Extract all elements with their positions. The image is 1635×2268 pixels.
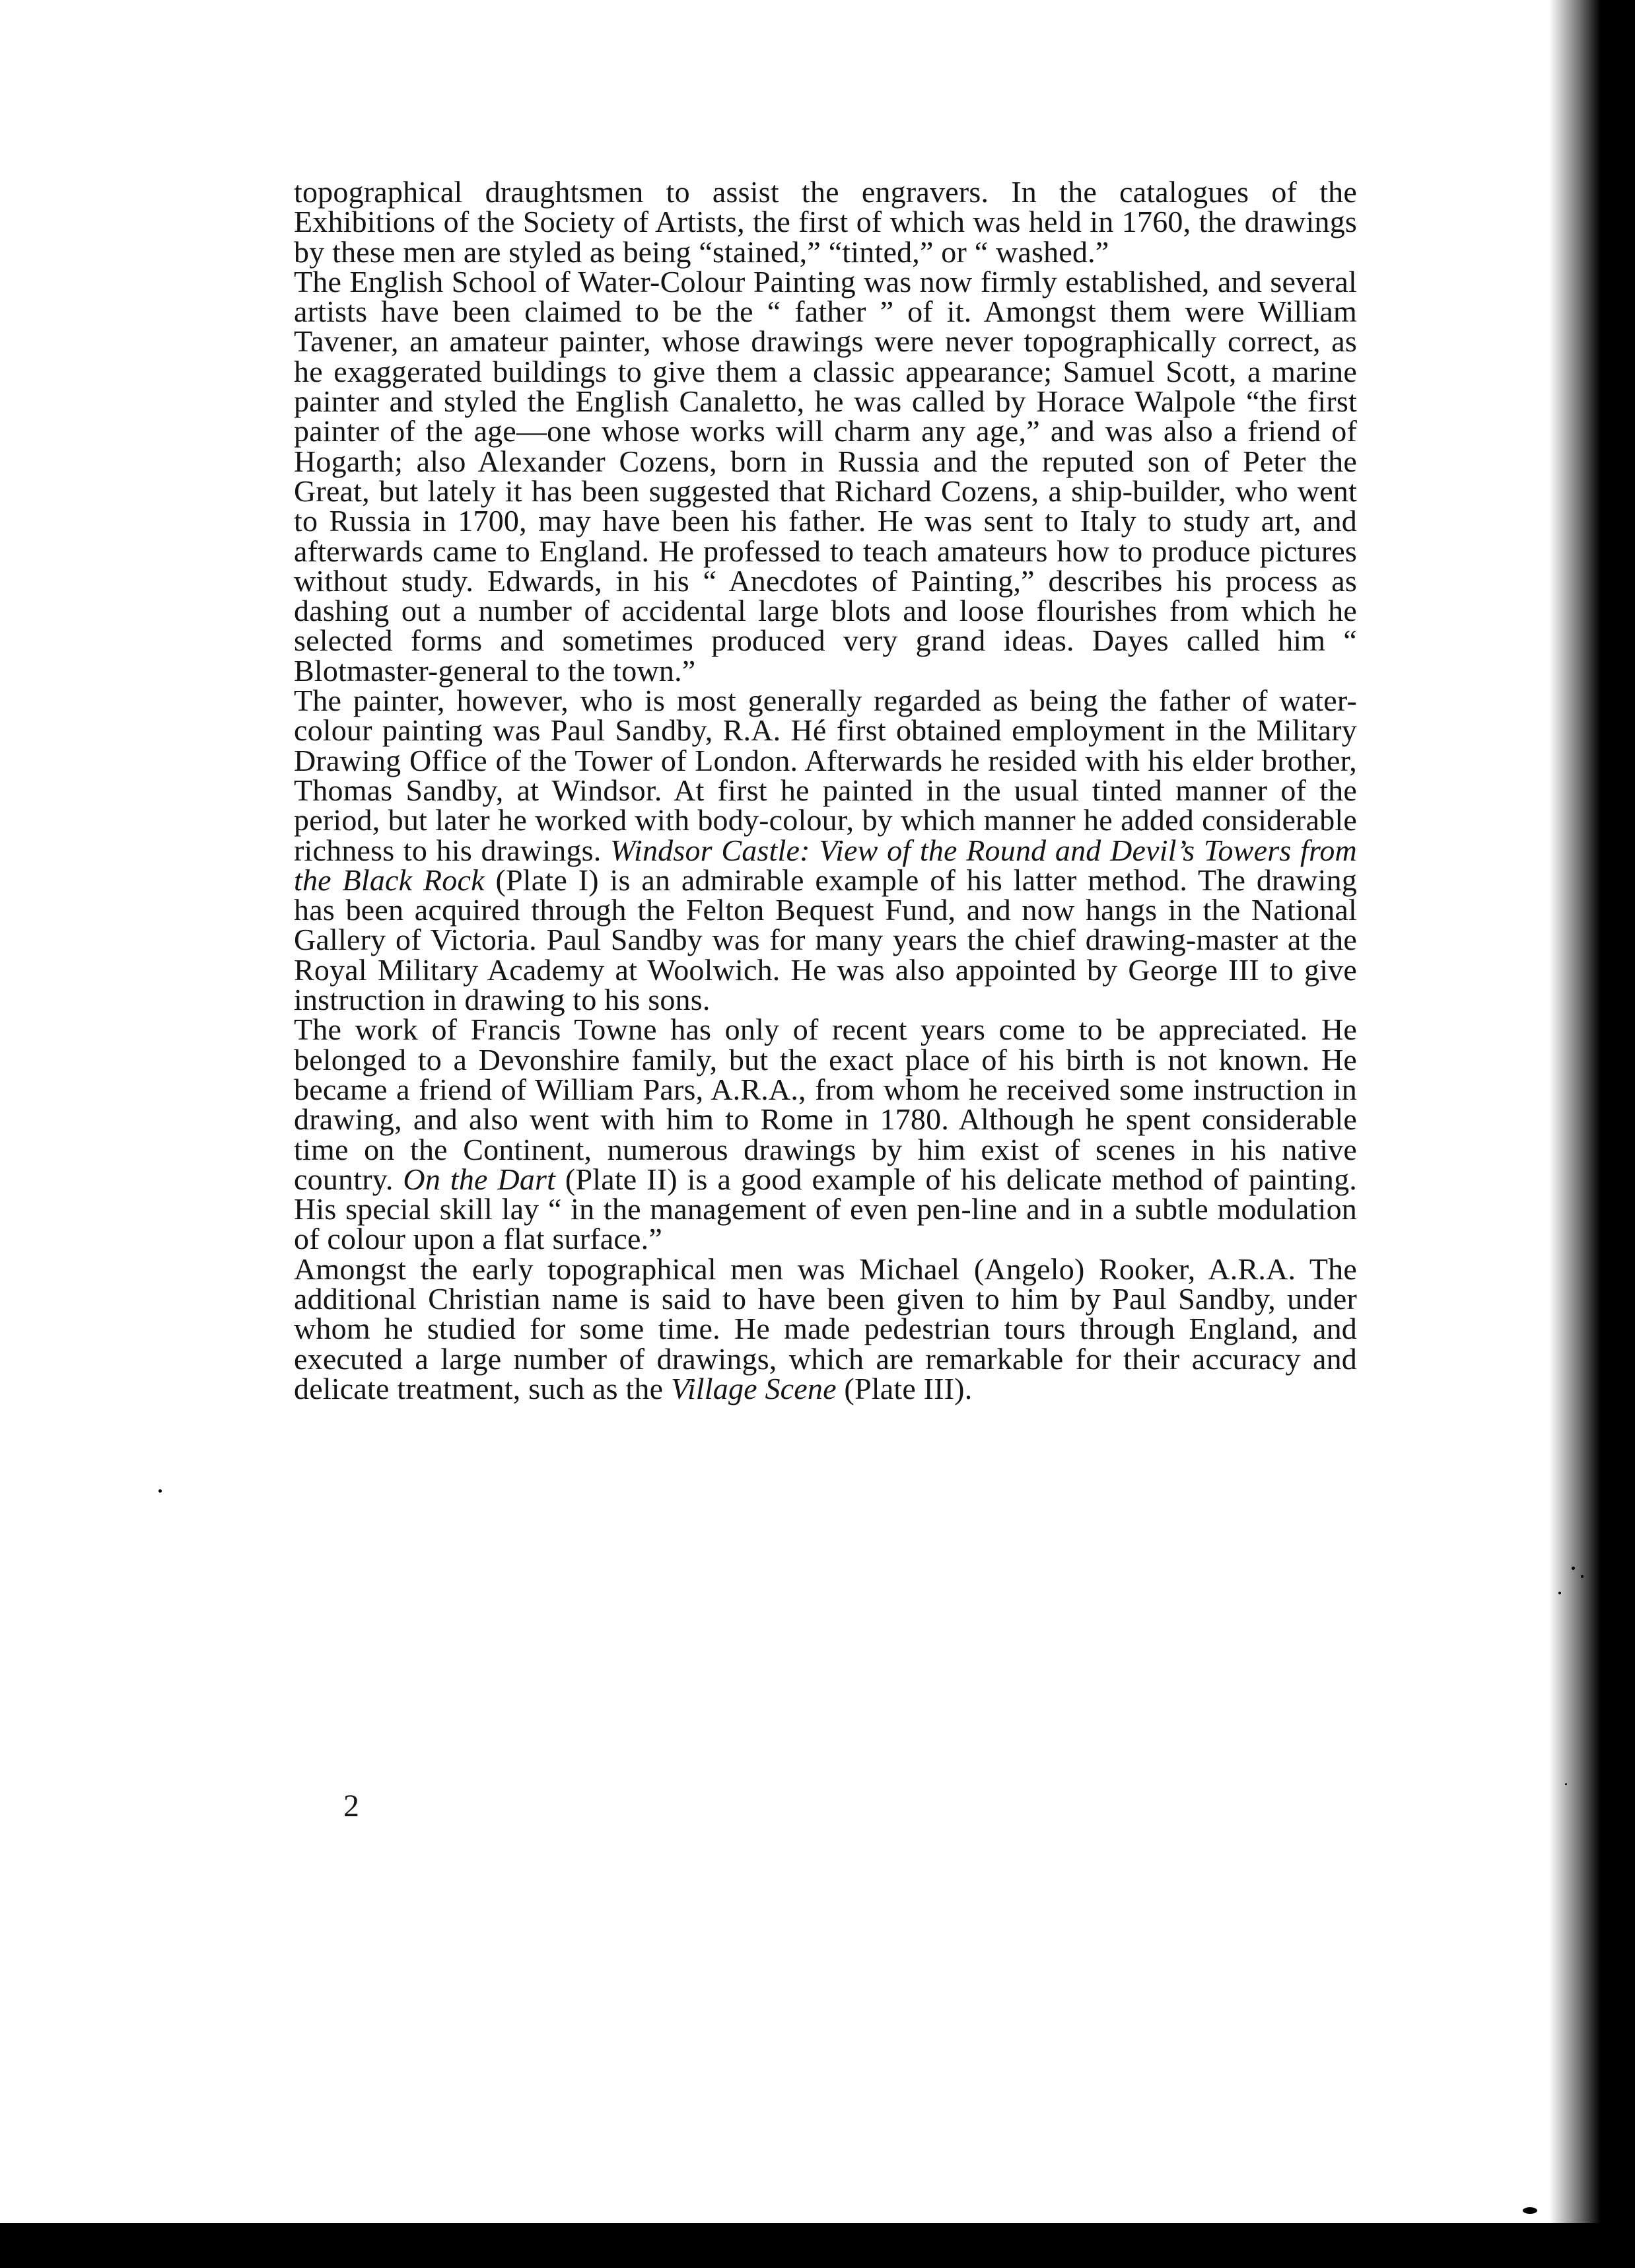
text-run: The English School of Water-Colour Painting was now firmly established, and several artists have been claimed to be the “ father ” of it. Amongst them were William Tavener, an amateur painter, whose drawings were never topographically correct, as he exaggerated buildings to give them a classic appearance; Samuel Scott, a marine painter and styled the English Canaletto, he was called by Horace Walpole “the first painter of the age—one whose works will charm any age,” and was also a friend of Hogarth; also Alexander Cozens, born in Russia and the reputed son of Peter the Great, but lately it has been suggested that Richard Cozens, a ship-builder, who went to Russia in 1700, may have been his father. He was sent to Italy to study art, and afterwards came to England. He professed to teach amateurs how to produce pictures without study. Edwards, in his “ Anecdotes of Painting,” describes his process as dashing out a number of accidental large blots and loose flourishes from which he selected forms and sometimes produced very grand ideas. Dayes called him “ Blotmaster-general to the town.” (294, 264, 1357, 688)
text-run: (Plate II) is a good example of his delicate method of painting. His special skill lay “ in the management of even pen-line and in a subtle modulation of colour upon a flat surface.” (294, 1162, 1357, 1256)
paragraph (294, 264, 1357, 688)
italic-title: Windsor Castle: View of the Round and Devil’s Towers from the Black Rock (294, 833, 1357, 897)
scan-speck (1581, 1575, 1583, 1578)
scan-bottom-edge (0, 2223, 1635, 2268)
body-text (294, 177, 1357, 1403)
text-run: (Plate I) is an admirable example of his latter method. The drawing has been acquired through the Felton Bequest Fund, and now hangs in the National Gallery of Victoria. Paul Sandby was for many years the chief drawing-master at the Royal Military Academy at Woolwich. He was also appointed by George III to give instruction in drawing to his sons. (294, 863, 1357, 1017)
text-run: topographical draughtsmen to assist the engravers. In the catalogues of the Exhibitions of the Society of Artists, the first of which was held in 1760, the drawings by these men are styled as being “stained,” “tinted,” or “ washed.” (294, 175, 1357, 269)
italic-title: On the Dart (403, 1162, 556, 1196)
scan-speck (158, 1489, 162, 1493)
text-run: The painter, however, who is most generally regarded as being the father of water-colour painting was Paul Sandby, R.A. Hé first obtained employment in the Military Drawing Office of the Tower of London. Afterwards he resided with his elder brother, Thomas Sandby, at Windsor. At first he painted in the usual tinted manner of the period, but later he worked with body-colour, by which manner he added considerable richness to his drawings. (294, 684, 1357, 867)
text-run: (Plate III). (836, 1371, 973, 1405)
paragraph (294, 684, 1357, 1017)
book-spine-shadow (1519, 0, 1635, 2223)
scan-speck (1523, 2207, 1537, 2214)
spine-dark-edge (1549, 0, 1635, 2223)
italic-title: Village Scene (670, 1371, 837, 1405)
scan-speck (1565, 1783, 1567, 1785)
paragraph (294, 177, 1357, 267)
scan-speck (1558, 1592, 1561, 1594)
scan-speck (1572, 1567, 1575, 1570)
paragraph (294, 1254, 1357, 1403)
page-number: 2 (343, 1789, 359, 1824)
paragraph (294, 1014, 1357, 1254)
text-run: Amongst the early topographical men was Michael (Angelo) Rooker, A.R.A. The additional Christian name is said to have been given to him by Paul Sandby, under whom he studied for some time. He made pedestrian tours through England, and executed a large number of drawings, which are remarkable for their accuracy and delicate treatment, such as the (294, 1252, 1357, 1405)
text-run: The work of Francis Towne has only of recent years come to be appreciated. He belonged to a Devonshire family, but the exact place of his birth is not known. He became a friend of William Pars, A.R.A., from whom he received some instruction in drawing, and also went with him to Rome in 1780. Although he spent considerable time on the Continent, numerous drawings by him exist of scenes in his native country. (294, 1012, 1357, 1196)
